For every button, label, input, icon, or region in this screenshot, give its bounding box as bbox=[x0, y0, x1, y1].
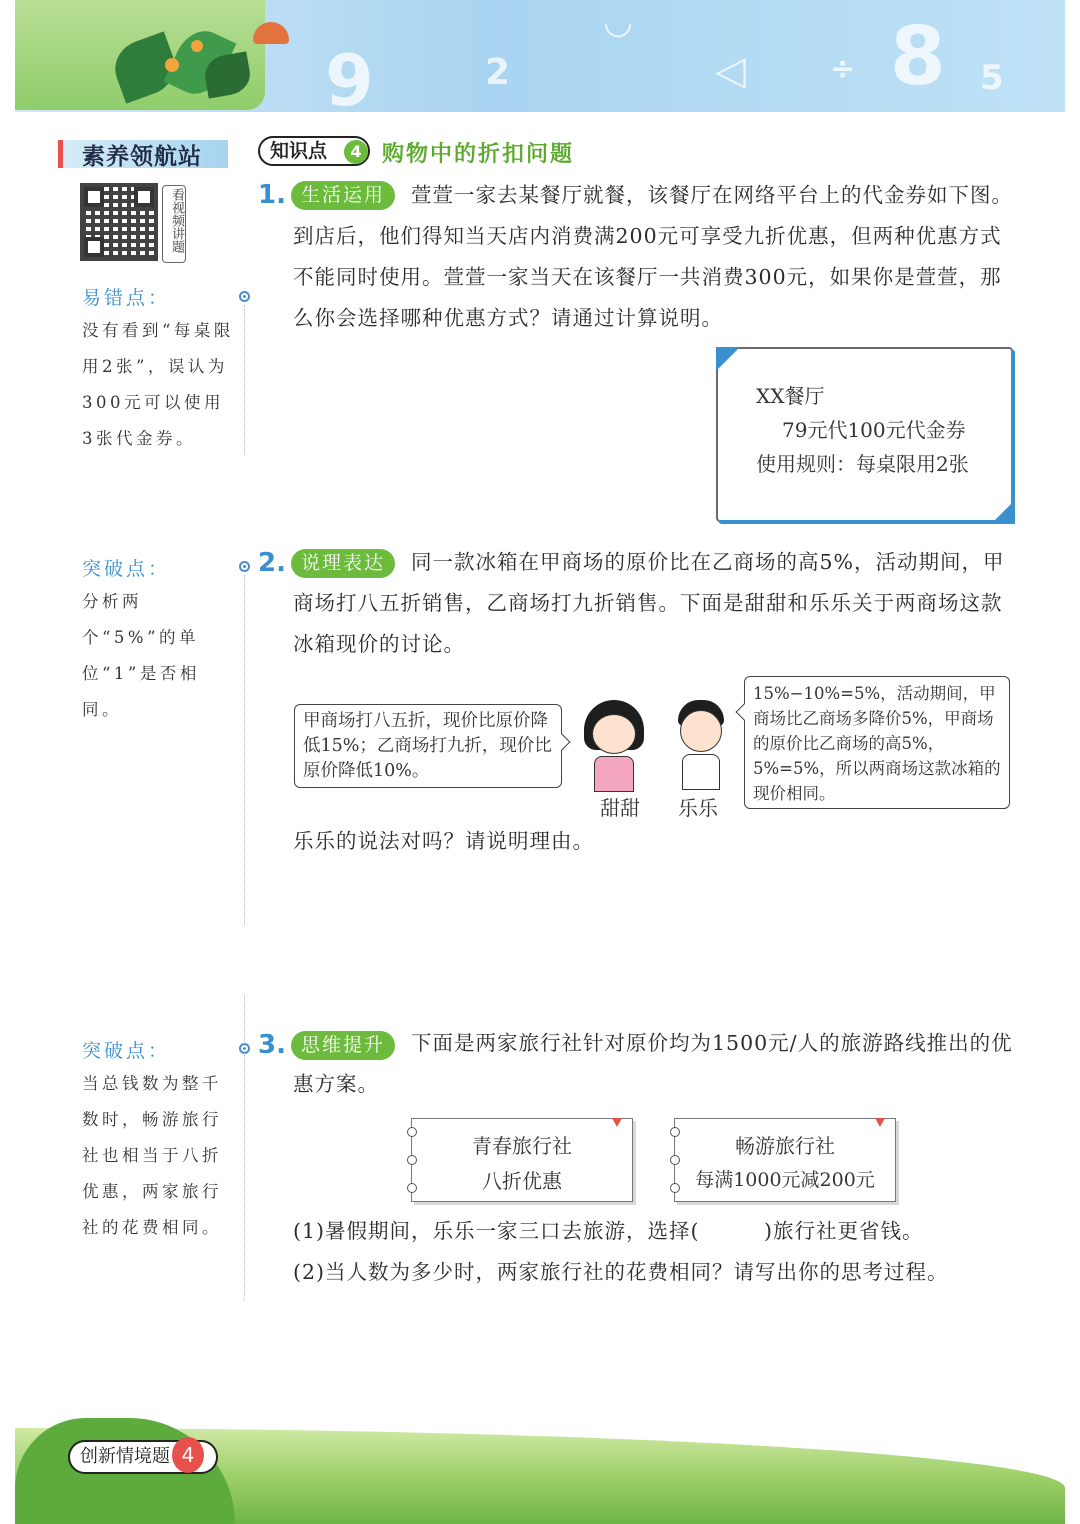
question-number-2: 2. bbox=[258, 548, 286, 578]
agency-a-name: 青春旅行社 bbox=[472, 1134, 572, 1158]
travel-agency-card-a bbox=[411, 1118, 633, 1202]
child-name-lele: 乐乐 bbox=[678, 796, 718, 820]
question-tag-3: 思维提升 bbox=[291, 1031, 395, 1060]
bullet-dot-icon bbox=[239, 561, 250, 572]
boy-face bbox=[680, 710, 722, 752]
pin-icon bbox=[612, 1118, 622, 1127]
question-3-sub-1: (1)暑假期间，乐乐一家三口去旅游，选择( )旅行社更省钱。 bbox=[293, 1219, 924, 1243]
question-body-3: 下面是两家旅行社针对原价均为1500元/人的旅游路线推出的优惠方案。 bbox=[293, 1031, 1013, 1096]
boy-body bbox=[682, 754, 720, 790]
speech-bubble-tiantian: 甲商场打八五折，现价比原价降低15%；乙商场打九折，现价比原价降低10%。 bbox=[294, 704, 562, 788]
sidebar-note-head-2: 突破点： bbox=[82, 558, 171, 580]
girl-body bbox=[594, 756, 634, 792]
decor-divide: ÷ bbox=[830, 52, 856, 87]
decor-digit-5: 5 bbox=[980, 58, 1004, 98]
question-number-1: 1. bbox=[258, 180, 286, 210]
coupon-rule: 使用规则：每桌限用2张 bbox=[756, 452, 969, 476]
decor-smile: ◡ bbox=[605, 2, 632, 42]
decor-digit-8: 8 bbox=[890, 10, 946, 103]
sidebar-title: 素养领航站 bbox=[82, 144, 202, 170]
coupon-value: 79元代100元代金券 bbox=[782, 418, 966, 442]
decor-triangle: ◁ bbox=[715, 48, 746, 94]
girl-tiantian-icon bbox=[578, 700, 650, 792]
knowledge-point-number: 4 bbox=[344, 140, 368, 164]
sidebar-note-head-3: 突破点： bbox=[82, 1040, 171, 1062]
sidebar-divider bbox=[244, 305, 245, 455]
knowledge-point-label: 知识点 bbox=[270, 140, 328, 162]
travel-agency-card-b bbox=[674, 1118, 896, 1202]
sidebar-note-body-1: 没有看到“每桌限用2张”，误认为300元可以使用3张代金券。 bbox=[82, 321, 234, 448]
child-name-tiantian: 甜甜 bbox=[600, 796, 640, 820]
header-plant-panel bbox=[15, 0, 265, 110]
speech-bubble-lele: 15%−10%=5%，活动期间，甲商场比乙商场多降价5%，甲商场的原价比乙商场的高5%，5%=5%，所以两商场这款冰箱的现价相同。 bbox=[744, 676, 1010, 809]
decor-digit-9: 9 bbox=[325, 40, 374, 112]
qr-finder bbox=[84, 187, 104, 207]
agency-b-name: 畅游旅行社 bbox=[735, 1134, 835, 1158]
question-body-1: 萱萱一家去某餐厅就餐，该餐厅在网络平台上的代金券如下图。到店后，他们得知当天店内消费满200元可享受九折优惠，但两种优惠方式不能同时使用。萱萱一家当天在该餐厅一共消费300元，如果你是萱萱，那么你会选择哪种优惠方式？请通过计算说明。 bbox=[293, 183, 1013, 330]
sidebar-note-body-2: 分析两个“5%”的单位“1”是否相同。 bbox=[82, 592, 200, 719]
boy-lele-icon bbox=[672, 700, 732, 792]
qr-code[interactable] bbox=[80, 183, 158, 261]
pin-icon bbox=[875, 1118, 885, 1127]
question-tag-2: 说理表达 bbox=[291, 549, 395, 578]
section-title: 购物中的折扣问题 bbox=[382, 142, 575, 167]
coupon-corner-decor bbox=[991, 500, 1015, 524]
question-tag-1: 生活运用 bbox=[291, 181, 395, 210]
sidebar-title-banner bbox=[58, 136, 233, 170]
page-number: 4 bbox=[172, 1437, 204, 1473]
coupon-restaurant-name: XX餐厅 bbox=[756, 384, 825, 408]
knowledge-point-badge bbox=[258, 136, 370, 166]
question-text-3 bbox=[293, 1023, 1018, 1105]
sidebar-note-head-1: 易错点： bbox=[82, 287, 171, 309]
flower-icon bbox=[191, 40, 203, 52]
question-text-1 bbox=[293, 175, 1018, 339]
question-text-2 bbox=[293, 542, 1018, 665]
agency-b-offer: 每满1000元减200元 bbox=[695, 1169, 875, 1191]
decor-digit-2: 2 bbox=[485, 52, 511, 93]
flower-icon bbox=[165, 58, 179, 72]
sidebar-divider bbox=[244, 575, 245, 925]
girl-face bbox=[592, 714, 636, 754]
sidebar-divider bbox=[244, 995, 245, 1300]
bullet-dot-icon bbox=[239, 291, 250, 302]
footer-label: 创新情境题 bbox=[68, 1440, 218, 1474]
qr-finder bbox=[134, 187, 154, 207]
qr-finder bbox=[84, 237, 104, 257]
question-number-3: 3. bbox=[258, 1030, 286, 1060]
agency-a-offer: 八折优惠 bbox=[482, 1169, 562, 1193]
qr-video-label: 看视频讲题 bbox=[162, 185, 186, 263]
question-2-ask: 乐乐的说法对吗？请说明理由。 bbox=[293, 829, 594, 853]
coupon-corner-decor bbox=[716, 347, 740, 371]
question-body-2: 同一款冰箱在甲商场的原价比在乙商场的高5%，活动期间，甲商场打八五折销售，乙商场打九折销售。下面是甜甜和乐乐关于两商场这款冰箱现价的讨论。 bbox=[293, 550, 1005, 656]
sidebar-note-body-3: 当总钱数为整千数时，畅游旅行社也相当于八折优惠，两家旅行社的花费相同。 bbox=[82, 1074, 222, 1237]
question-3-sub-2: (2)当人数为多少时，两家旅行社的花费相同？请写出你的思考过程。 bbox=[293, 1260, 949, 1284]
